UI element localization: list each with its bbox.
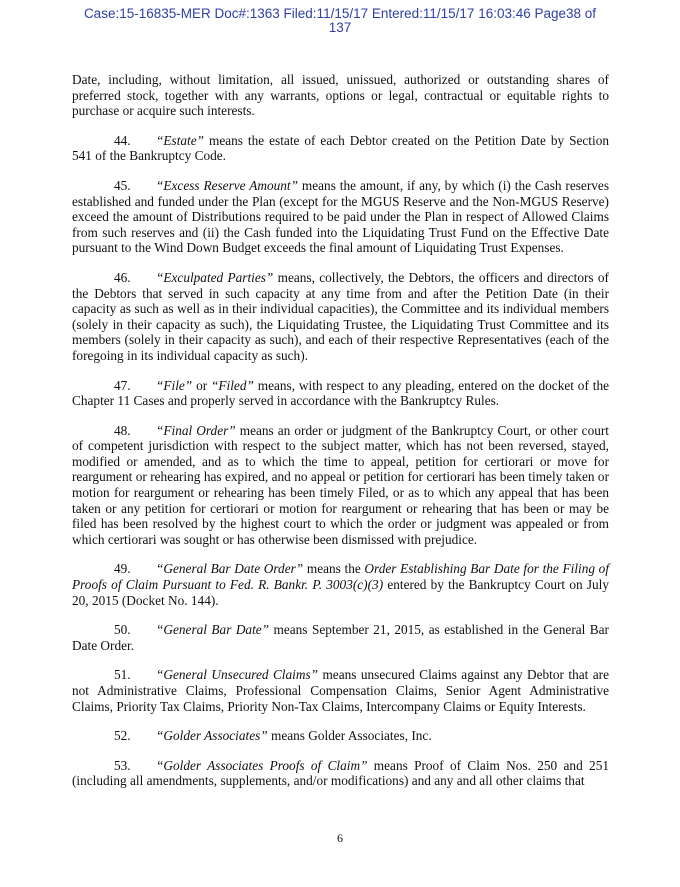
definition-connector: or (192, 377, 212, 393)
defined-term: “Exculpated Parties” (156, 269, 274, 285)
header-line-2: 137 (328, 20, 352, 35)
definition-53 (72, 758, 609, 789)
defined-term: “General Bar Date Order” (156, 561, 304, 577)
defined-term: “Excess Reserve Amount” (156, 177, 298, 193)
order-title: Order Establishing Bar Date for the Filing of Proofs of Claim Pursuant to Fed. R. Bankr. P. 3003(c)(3) (72, 561, 610, 593)
header-line-1: Case:15-16835-MER Doc#:1363 Filed:11/15/17 Entered:11/15/17 16:03:46 Page38 of (83, 6, 597, 21)
definition-number: 51. (114, 667, 131, 683)
definition-47 (72, 378, 609, 409)
definition-text: means an order or judgment of the Bankruptcy Court, or other court of competent jurisdiction with respect to the subject matter, which has not been reversed, stayed, modified or amended, and as to which the time to appeal, petition for certiorari or move for reargument or rehearing has expired, and no appeal or petition for certiorari has been timely taken or motion for reargument or rehearing has been timely Filed, or as to which any appeal that has been taken or any petition for certiorari or motion for reargument or rehearing that has been or may be filed has been resolved by the highest court to which the order or judgment was appealed or from which certiorari was sought or has otherwise been dismissed with prejudice. (72, 422, 609, 547)
defined-term-2: “Filed” (211, 377, 254, 393)
defined-term: “General Bar Date” (156, 622, 270, 638)
definition-connector: means the (303, 561, 365, 577)
definition-text: entered by the Bankruptcy Court on July 20, 2015 (Docket No. 144). (72, 577, 609, 608)
definition-text: means, with respect to any pleading, entered on the docket of the Chapter 11 Cases and properly served in accordance with the Bankruptcy Rules. (72, 377, 609, 409)
definition-45 (72, 178, 609, 256)
definition-number: 49. (114, 561, 131, 577)
document-body (72, 72, 609, 803)
definition-50 (72, 622, 609, 653)
court-filing-header (40, 7, 640, 35)
definition-text: means Golder Associates, Inc. (267, 728, 432, 744)
definition-number: 45. (114, 177, 131, 193)
definition-number: 46. (114, 269, 131, 285)
defined-term: “Golder Associates Proofs of Claim” (156, 757, 368, 773)
definition-number: 53. (114, 757, 131, 773)
definition-number: 47. (114, 377, 131, 393)
definition-text: means unsecured Claims against any Debtor that are not Administrative Claims, Professional Compensation Claims, Senior Agent Administrative Claims, Priority Tax Claims, Priority Non-Tax Claims, Intercompany Claims or Equity Interests. (72, 667, 609, 714)
definition-text: means September 21, 2015, as established in the General Bar Date Order. (72, 622, 609, 653)
definition-48 (72, 423, 609, 548)
defined-term: “Estate” (156, 132, 205, 148)
definition-52 (72, 728, 609, 744)
definition-46 (72, 270, 609, 364)
definition-51 (72, 667, 609, 714)
defined-term: “Golder Associates” (156, 728, 268, 744)
continuation-paragraph: Date, including, without limitation, all issued, unissued, authorized or outstanding shares of preferred stock, together with any warrants, options or legal, contractual or equitable rights to purchase or acquire such interests. (72, 72, 609, 119)
defined-term: “General Unsecured Claims” (156, 667, 319, 683)
definition-text: means Proof of Claim Nos. 250 and 251 (including all amendments, supplements, and/or modifications) and any and all other claims that (72, 757, 609, 789)
definition-44 (72, 133, 609, 164)
defined-term: “Final Order” (156, 422, 236, 438)
definition-number: 48. (114, 422, 131, 438)
definition-49 (72, 561, 609, 608)
definition-number: 50. (114, 622, 131, 638)
definition-text: means the amount, if any, by which (i) the Cash reserves established and funded under the Plan (except for the MGUS Reserve and the Non-MGUS Reserve) exceed the amount of Distributions required to be paid under the Plan in respect of Allowed Claims from such reserves and (ii) the Cash funded into the Liquidating Trust Fund on the Effective Date pursuant to the Wind Down Budget exceeds the final amount of Liquidating Trust Expenses. (72, 177, 609, 256)
definition-number: 44. (114, 132, 131, 148)
page-number: 6 (337, 831, 343, 845)
defined-term: “File” (156, 377, 193, 393)
definition-text: means, collectively, the Debtors, the officers and directors of the Debtors that served in such capacity at any time from and after the Petition Date (in their capacity as such as well as in their individual capacities), the Committee and its individual members (solely in their capacity as such), the Liquidating Trustee, the Liquidating Trust Committee and its members (solely in their capacity as such), and each of their respective Representatives (each of the foregoing in its individual capacity as such). (72, 269, 609, 363)
definition-number: 52. (114, 728, 131, 744)
definition-text: means the estate of each Debtor created on the Petition Date by Section 541 of the Bankruptcy Code. (72, 132, 609, 164)
